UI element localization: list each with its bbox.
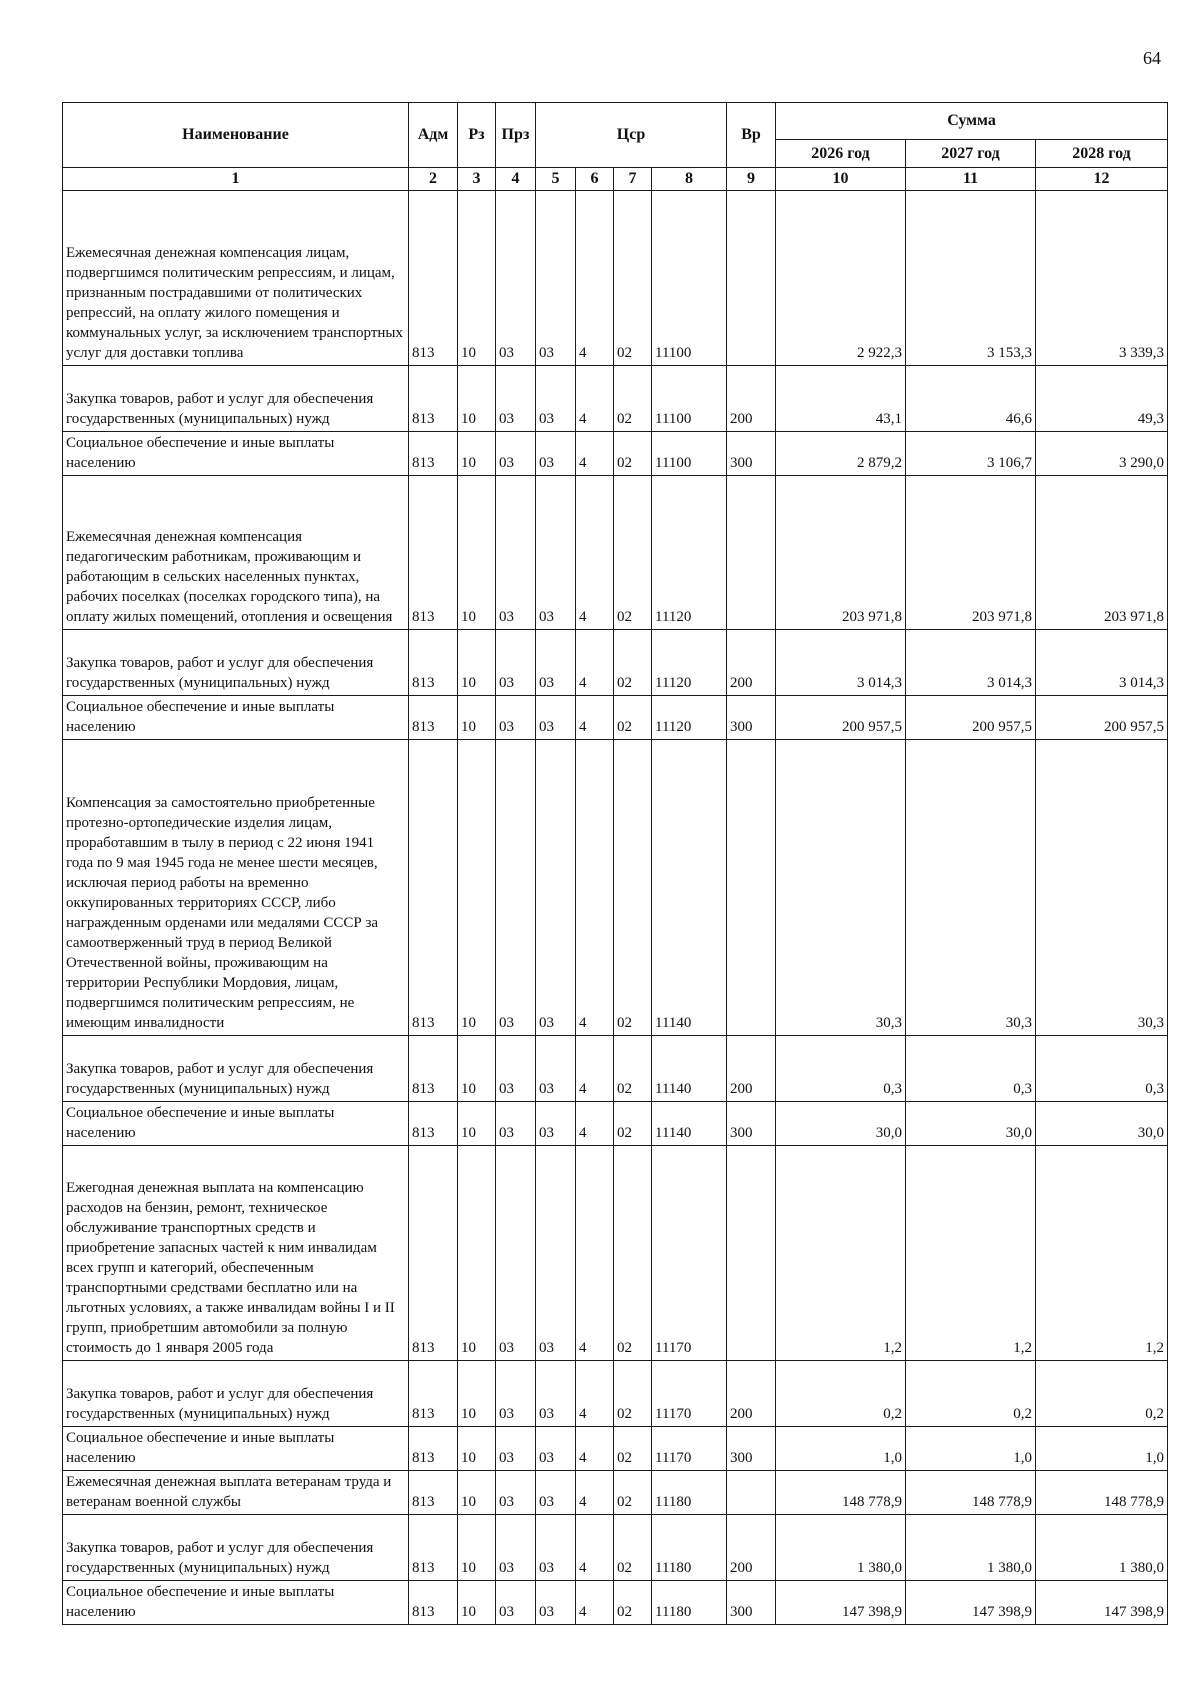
table-row [63,630,1168,696]
table-row [63,1036,1168,1102]
row-amount-2028: 1,2 [1036,1146,1168,1361]
row-csr-8: 11170 [652,1361,727,1427]
row-vr [727,740,776,1036]
row-vr: 300 [727,432,776,476]
row-amount-2026: 30,0 [776,1102,906,1146]
row-amount-2028: 30,0 [1036,1102,1168,1146]
budget-table [62,102,1168,1625]
row-csr-7: 02 [614,1515,652,1581]
table-body [63,191,1168,1625]
row-amount-2028: 30,3 [1036,740,1168,1036]
row-adm: 813 [409,191,458,366]
row-csr-6: 4 [576,630,614,696]
row-csr-6: 4 [576,366,614,432]
row-rz: 10 [458,1581,496,1625]
row-amount-2026: 148 778,9 [776,1471,906,1515]
row-prz: 03 [496,740,536,1036]
table-row [63,191,1168,366]
row-prz: 03 [496,1036,536,1102]
row-csr-7: 02 [614,1146,652,1361]
row-adm: 813 [409,696,458,740]
header-name: Наименование [63,103,409,168]
row-csr-5: 03 [536,1146,576,1361]
header-prz: Прз [496,103,536,168]
row-csr-8: 11170 [652,1427,727,1471]
row-csr-6: 4 [576,740,614,1036]
row-csr-8: 11140 [652,740,727,1036]
row-amount-2028: 203 971,8 [1036,476,1168,630]
row-amount-2028: 0,2 [1036,1361,1168,1427]
row-amount-2026: 2 879,2 [776,432,906,476]
col-number: 1 [63,168,409,191]
col-number: 8 [652,168,727,191]
row-amount-2028: 3 339,3 [1036,191,1168,366]
row-amount-2026: 0,3 [776,1036,906,1102]
row-vr [727,191,776,366]
row-amount-2028: 49,3 [1036,366,1168,432]
col-number: 10 [776,168,906,191]
row-csr-8: 11100 [652,366,727,432]
row-amount-2027: 3 153,3 [906,191,1036,366]
row-vr: 200 [727,1515,776,1581]
row-vr: 300 [727,696,776,740]
row-adm: 813 [409,1102,458,1146]
row-csr-7: 02 [614,432,652,476]
row-csr-6: 4 [576,1102,614,1146]
row-prz: 03 [496,432,536,476]
row-rz: 10 [458,630,496,696]
row-adm: 813 [409,476,458,630]
row-name: Социальное обеспечение и иные выплаты населению [63,1427,409,1471]
row-adm: 813 [409,630,458,696]
row-csr-7: 02 [614,1471,652,1515]
row-amount-2026: 0,2 [776,1361,906,1427]
row-csr-5: 03 [536,1036,576,1102]
row-csr-7: 02 [614,366,652,432]
row-amount-2027: 148 778,9 [906,1471,1036,1515]
row-vr [727,476,776,630]
row-amount-2027: 1 380,0 [906,1515,1036,1581]
table-row [63,366,1168,432]
row-name: Социальное обеспечение и иные выплаты населению [63,696,409,740]
row-csr-5: 03 [536,1471,576,1515]
row-csr-7: 02 [614,740,652,1036]
row-amount-2026: 2 922,3 [776,191,906,366]
row-vr: 200 [727,630,776,696]
col-number: 3 [458,168,496,191]
header-csr: Цср [536,103,727,168]
row-csr-6: 4 [576,1427,614,1471]
row-name: Ежегодная денежная выплата на компенсацию расходов на бензин, ремонт, техническое обслуживание транспортных средств и приобретение запасных частей к ним инвалидам всех групп и категорий, обеспеченным транспортными средствами бесплатно или на льготных условиях, а также инвалидам войны I и II групп, приобретшим автомобили за полную стоимость до 1 января 2005 года [63,1146,409,1361]
row-amount-2028: 200 957,5 [1036,696,1168,740]
row-name: Закупка товаров, работ и услуг для обеспечения государственных (муниципальных) нужд [63,1361,409,1427]
row-amount-2027: 0,3 [906,1036,1036,1102]
row-amount-2027: 1,2 [906,1146,1036,1361]
row-csr-7: 02 [614,1427,652,1471]
row-vr: 200 [727,1036,776,1102]
table-row [63,476,1168,630]
row-amount-2026: 1 380,0 [776,1515,906,1581]
row-csr-5: 03 [536,191,576,366]
col-number: 4 [496,168,536,191]
col-number: 11 [906,168,1036,191]
row-rz: 10 [458,1471,496,1515]
row-name: Закупка товаров, работ и услуг для обеспечения государственных (муниципальных) нужд [63,366,409,432]
header-adm: Адм [409,103,458,168]
row-rz: 10 [458,740,496,1036]
row-csr-5: 03 [536,432,576,476]
row-adm: 813 [409,1146,458,1361]
row-prz: 03 [496,1146,536,1361]
row-csr-6: 4 [576,1146,614,1361]
row-adm: 813 [409,1427,458,1471]
row-csr-6: 4 [576,1471,614,1515]
row-amount-2027: 147 398,9 [906,1581,1036,1625]
row-rz: 10 [458,1361,496,1427]
row-vr [727,1471,776,1515]
row-amount-2027: 30,0 [906,1102,1036,1146]
row-prz: 03 [496,696,536,740]
row-adm: 813 [409,366,458,432]
header-year-2027: 2027 год [906,140,1036,168]
row-csr-8: 11120 [652,476,727,630]
row-csr-8: 11140 [652,1036,727,1102]
row-amount-2026: 30,3 [776,740,906,1036]
row-amount-2027: 0,2 [906,1361,1036,1427]
row-name: Ежемесячная денежная компенсация лицам, подвергшимся политическим репрессиям, и лицам, признанным пострадавшими от политических репрессий, на оплату жилого помещения и коммунальных услуг, за исключением транспортных услуг для доставки топлива [63,191,409,366]
row-prz: 03 [496,1581,536,1625]
row-prz: 03 [496,191,536,366]
row-amount-2026: 200 957,5 [776,696,906,740]
row-rz: 10 [458,191,496,366]
row-amount-2026: 1,2 [776,1146,906,1361]
row-prz: 03 [496,1361,536,1427]
row-name: Ежемесячная денежная компенсация педагогическим работникам, проживающим и работающим в сельских населенных пунктах, рабочих поселках (поселках городского типа), на оплату жилых помещений, отопления и освещения [63,476,409,630]
header-year-2026: 2026 год [776,140,906,168]
row-amount-2026: 3 014,3 [776,630,906,696]
col-number: 2 [409,168,458,191]
row-amount-2026: 43,1 [776,366,906,432]
row-csr-8: 11120 [652,630,727,696]
row-csr-5: 03 [536,740,576,1036]
row-name: Социальное обеспечение и иные выплаты населению [63,432,409,476]
row-csr-6: 4 [576,191,614,366]
row-csr-6: 4 [576,1361,614,1427]
row-vr: 300 [727,1102,776,1146]
row-adm: 813 [409,1361,458,1427]
row-csr-5: 03 [536,366,576,432]
row-adm: 813 [409,1581,458,1625]
row-name: Закупка товаров, работ и услуг для обеспечения государственных (муниципальных) нужд [63,1515,409,1581]
row-amount-2027: 3 014,3 [906,630,1036,696]
row-amount-2028: 1,0 [1036,1427,1168,1471]
row-amount-2028: 147 398,9 [1036,1581,1168,1625]
row-csr-5: 03 [536,1361,576,1427]
row-name: Социальное обеспечение и иные выплаты населению [63,1102,409,1146]
row-csr-7: 02 [614,1102,652,1146]
row-prz: 03 [496,366,536,432]
row-csr-7: 02 [614,1581,652,1625]
row-rz: 10 [458,1146,496,1361]
row-rz: 10 [458,476,496,630]
row-csr-5: 03 [536,630,576,696]
row-csr-7: 02 [614,1036,652,1102]
header-year-2028: 2028 год [1036,140,1168,168]
row-name: Ежемесячная денежная выплата ветеранам труда и ветеранам военной службы [63,1471,409,1515]
row-amount-2027: 46,6 [906,366,1036,432]
table-row [63,696,1168,740]
row-prz: 03 [496,1471,536,1515]
row-amount-2028: 3 014,3 [1036,630,1168,696]
row-csr-7: 02 [614,630,652,696]
table-row [63,1515,1168,1581]
row-csr-8: 11180 [652,1471,727,1515]
row-csr-7: 02 [614,1361,652,1427]
row-prz: 03 [496,1515,536,1581]
row-amount-2028: 1 380,0 [1036,1515,1168,1581]
row-rz: 10 [458,1102,496,1146]
col-number: 12 [1036,168,1168,191]
row-csr-8: 11100 [652,432,727,476]
row-vr: 300 [727,1427,776,1471]
row-csr-6: 4 [576,1581,614,1625]
table-row [63,1581,1168,1625]
row-amount-2027: 203 971,8 [906,476,1036,630]
row-adm: 813 [409,1515,458,1581]
header-rz: Рз [458,103,496,168]
table-row [63,432,1168,476]
row-csr-6: 4 [576,432,614,476]
table-row [63,1102,1168,1146]
row-csr-8: 11100 [652,191,727,366]
row-name: Социальное обеспечение и иные выплаты населению [63,1581,409,1625]
table-row [63,1471,1168,1515]
row-adm: 813 [409,740,458,1036]
col-number: 5 [536,168,576,191]
row-rz: 10 [458,366,496,432]
row-name: Компенсация за самостоятельно приобретенные протезно-ортопедические изделия лицам, проработавшим в тылу в период с 22 июня 1941 года по 9 мая 1945 года не менее шести месяцев, исключая период работы на временно оккупированных территориях СССР, либо награжденным орденами или медалями СССР за самоотверженный труд в период Великой Отечественной войны, проживающим на территории Республики Мордовия, лицам, подвергшимся политическим репрессиям, не имеющим инвалидности [63,740,409,1036]
row-adm: 813 [409,432,458,476]
row-csr-5: 03 [536,1427,576,1471]
row-amount-2028: 148 778,9 [1036,1471,1168,1515]
row-csr-6: 4 [576,1036,614,1102]
row-csr-5: 03 [536,1581,576,1625]
col-number: 9 [727,168,776,191]
table-row [63,1361,1168,1427]
table-row [63,1146,1168,1361]
table-header [63,103,1168,191]
row-csr-5: 03 [536,476,576,630]
row-vr [727,1146,776,1361]
row-csr-5: 03 [536,1515,576,1581]
row-amount-2028: 0,3 [1036,1036,1168,1102]
row-csr-7: 02 [614,696,652,740]
row-csr-7: 02 [614,476,652,630]
row-amount-2028: 3 290,0 [1036,432,1168,476]
col-number: 6 [576,168,614,191]
row-amount-2027: 200 957,5 [906,696,1036,740]
row-prz: 03 [496,1102,536,1146]
row-csr-8: 11170 [652,1146,727,1361]
row-adm: 813 [409,1036,458,1102]
row-prz: 03 [496,1427,536,1471]
row-rz: 10 [458,1036,496,1102]
row-rz: 10 [458,1427,496,1471]
page-number: 64 [1143,48,1161,68]
table-row [63,740,1168,1036]
row-prz: 03 [496,630,536,696]
table-row [63,1427,1168,1471]
row-csr-8: 11140 [652,1102,727,1146]
row-csr-6: 4 [576,696,614,740]
row-csr-5: 03 [536,1102,576,1146]
row-csr-8: 11180 [652,1515,727,1581]
row-vr: 200 [727,366,776,432]
header-vr: Вр [727,103,776,168]
row-amount-2026: 1,0 [776,1427,906,1471]
row-name: Закупка товаров, работ и услуг для обеспечения государственных (муниципальных) нужд [63,630,409,696]
row-csr-6: 4 [576,1515,614,1581]
header-summa: Сумма [776,103,1168,140]
row-amount-2027: 3 106,7 [906,432,1036,476]
row-amount-2026: 203 971,8 [776,476,906,630]
row-vr: 200 [727,1361,776,1427]
row-rz: 10 [458,1515,496,1581]
row-adm: 813 [409,1471,458,1515]
row-rz: 10 [458,696,496,740]
row-rz: 10 [458,432,496,476]
row-amount-2027: 30,3 [906,740,1036,1036]
row-name: Закупка товаров, работ и услуг для обеспечения государственных (муниципальных) нужд [63,1036,409,1102]
col-number: 7 [614,168,652,191]
row-csr-5: 03 [536,696,576,740]
row-amount-2026: 147 398,9 [776,1581,906,1625]
row-csr-7: 02 [614,191,652,366]
row-vr: 300 [727,1581,776,1625]
row-csr-8: 11180 [652,1581,727,1625]
row-prz: 03 [496,476,536,630]
row-csr-6: 4 [576,476,614,630]
row-amount-2027: 1,0 [906,1427,1036,1471]
row-csr-8: 11120 [652,696,727,740]
